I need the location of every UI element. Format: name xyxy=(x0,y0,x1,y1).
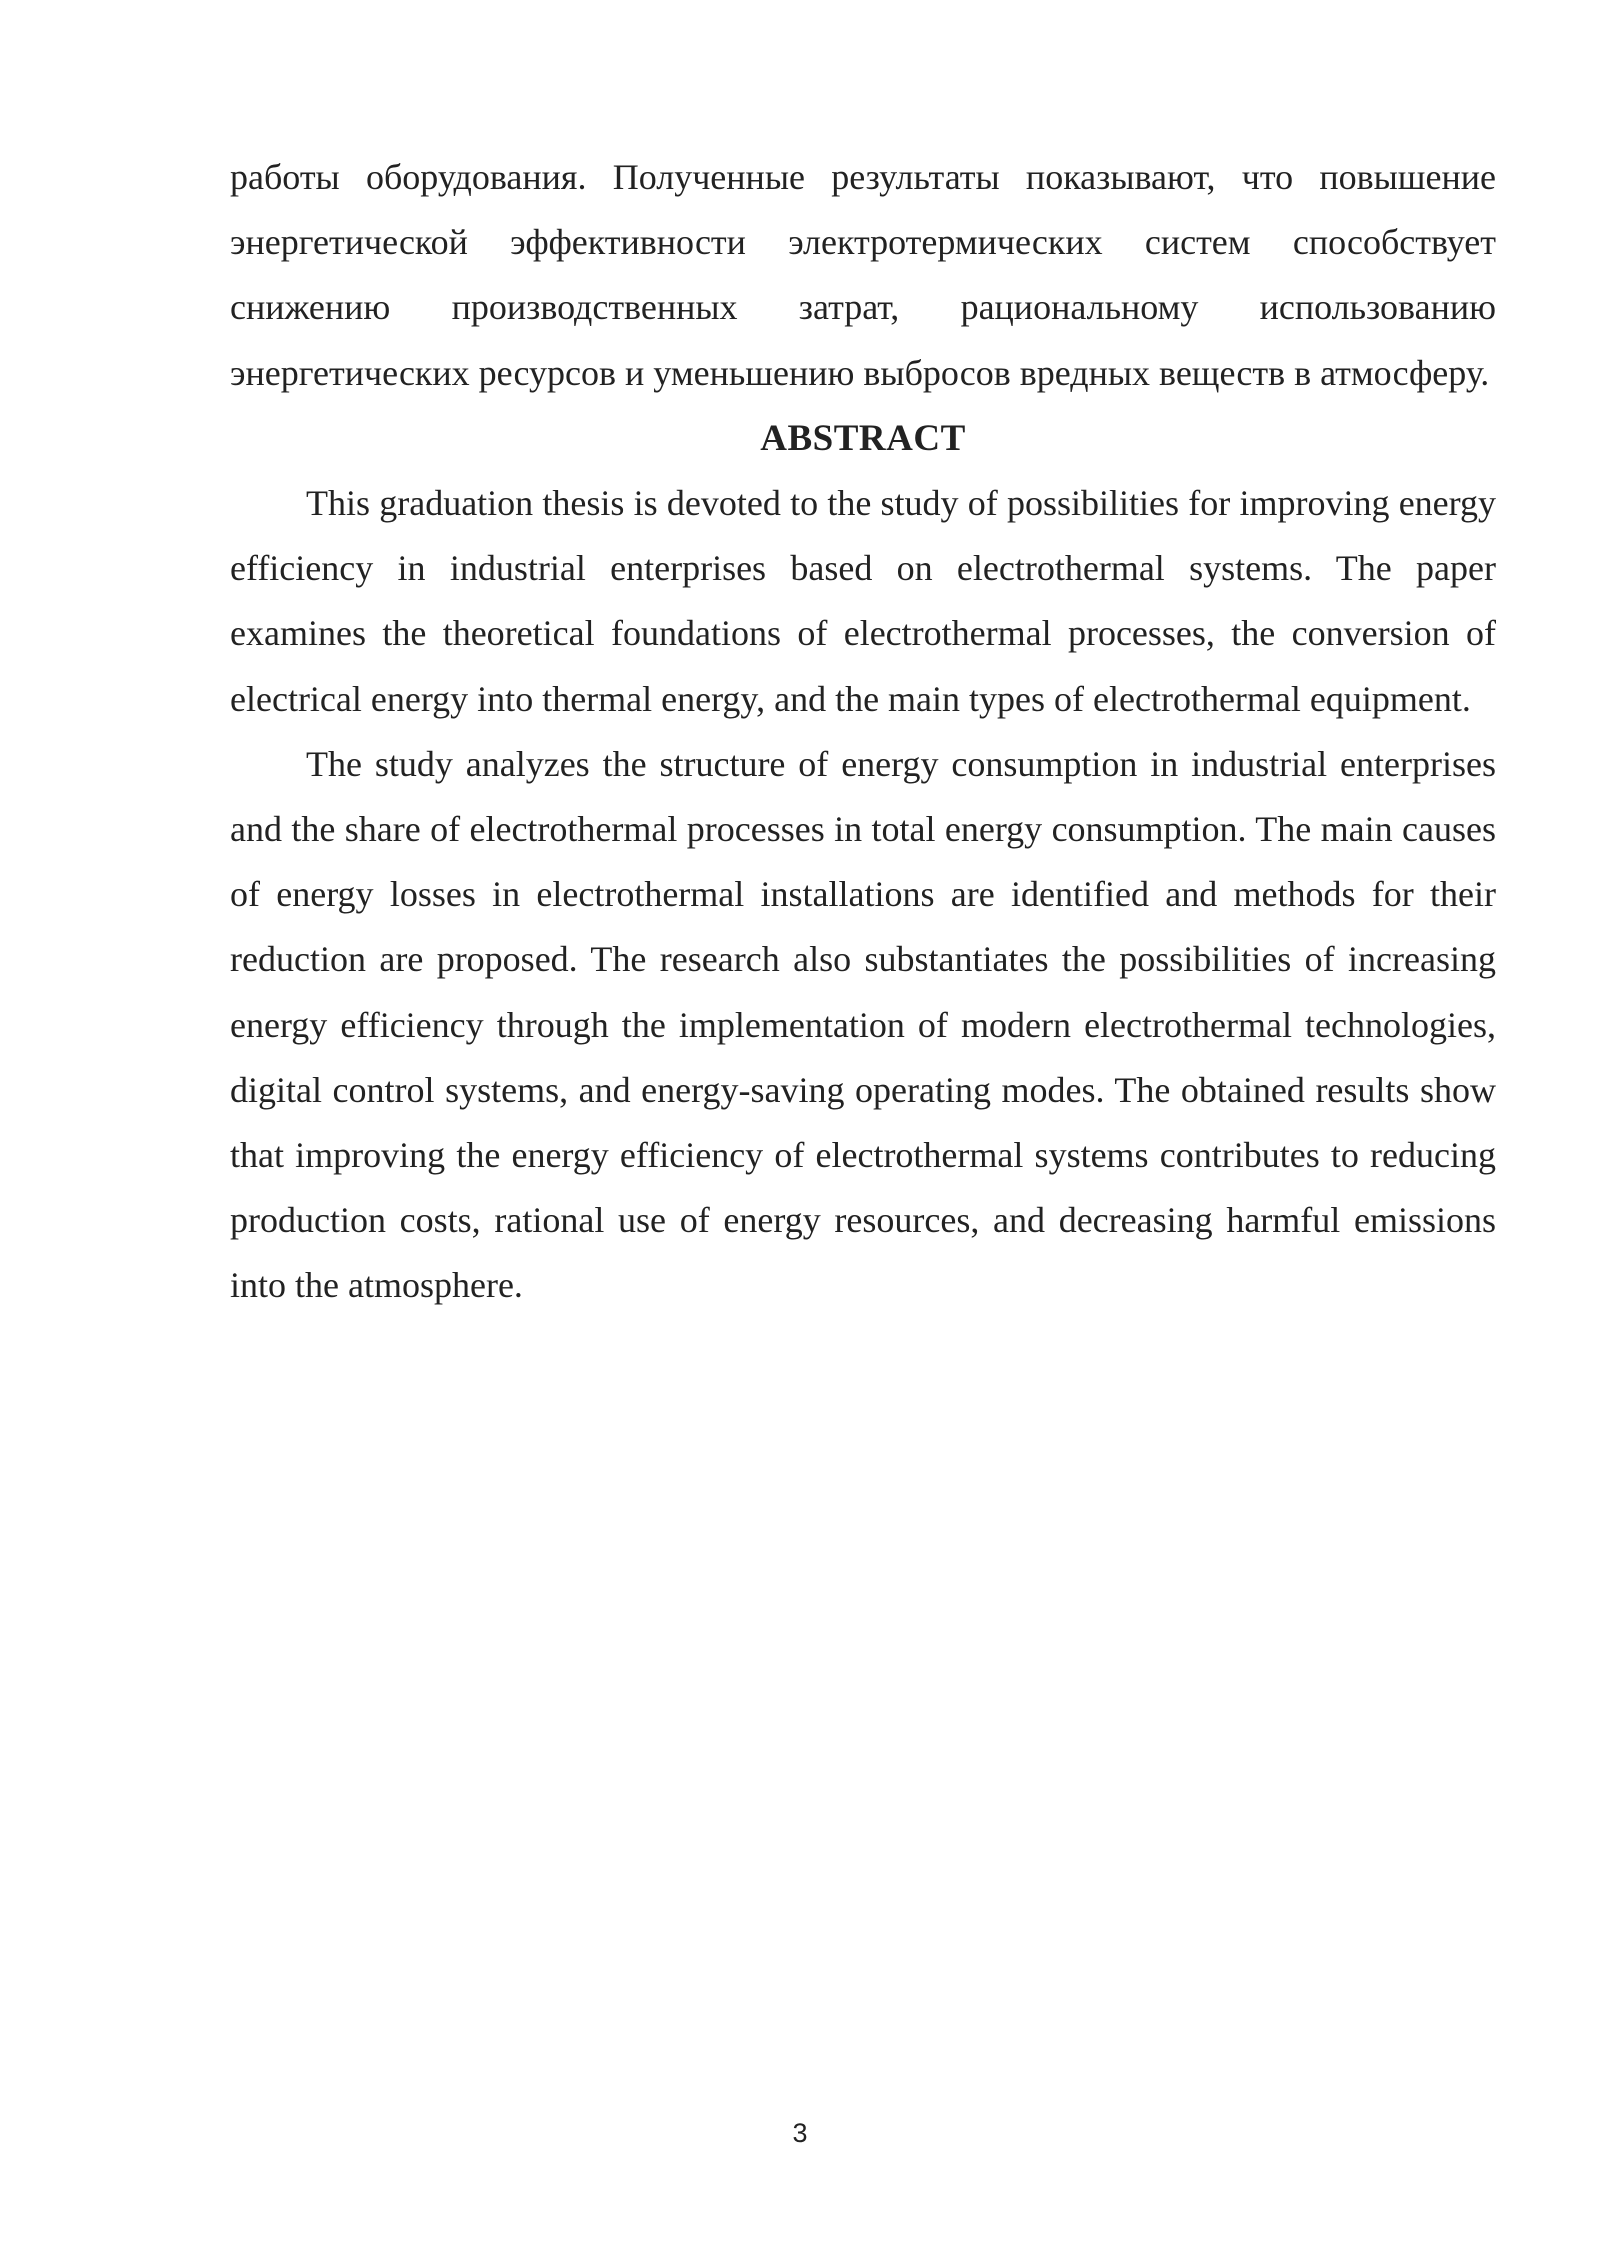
abstract-heading: ABSTRACT xyxy=(760,417,966,459)
abstract-paragraph: The study analyzes the structure of energy consumption in industrial enterprises and the share of electrothermal processes in total energy consumption. The main causes of energy losses in electrothermal installations are identified and methods for their reduction are proposed. The research also substantiates the possibilities of increasing energy efficiency through the implementation of modern electrothermal technologies, digital control systems, and energy-saving operating modes. The obtained results show that improving the energy efficiency of electrothermal systems contributes to reducing production costs, rational use of energy resources, and decreasing harmful emissions into the atmosphere. xyxy=(230,743,1496,1306)
abstract-paragraph: This graduation thesis is devoted to the study of possibilities for improving energy efficiency in industrial enterprises based on electrothermal systems. The paper examines the theoretical foundations of electrothermal processes, the conversion of electrical energy into thermal energy, and the main types of electrothermal equipment. xyxy=(230,483,1496,719)
page-number: 3 xyxy=(792,2118,808,2148)
continued-paragraph: работы оборудования. Полученные результаты показывают, что повышение энергетической эффективности электротермических систем способствует снижению производственных затрат, рациональному использованию энергетических ресурсов и уменьшению выбросов вредных веществ в атмосферу. xyxy=(230,157,1496,393)
text-body xyxy=(230,145,1496,1319)
